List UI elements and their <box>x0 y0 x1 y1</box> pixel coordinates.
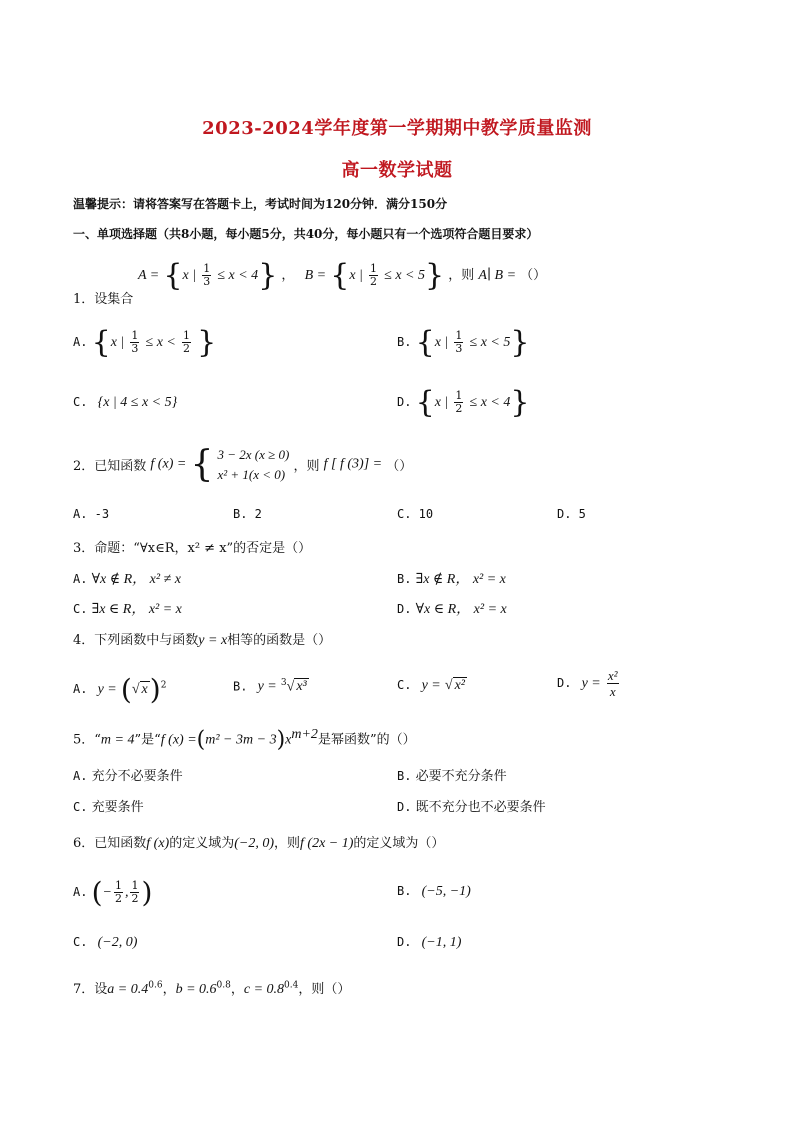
q6-stem: 6．已知函数f (x)的定义域为(−2, 0)，则f (2x − 1)的定义域为（） <box>73 836 445 851</box>
q5-option-b: B. 必要不充分条件 <box>397 769 507 784</box>
q1-option-b: B. {x | $\frac{1}{3}$ ≤ x < 5} <box>397 325 530 360</box>
q3-stem: 3．命题：“∀x∈R，x² ≠ x”的否定是（） <box>73 541 312 556</box>
q6-option-a: A. (− $\frac{1}{2}$ , $\frac{1}{2}$ ) <box>73 876 153 909</box>
q2-option-d: D. 5 <box>557 507 586 521</box>
q6-option-b: B. (−5, −1) <box>397 884 471 899</box>
q6-option-c: C. (−2, 0) <box>73 935 138 950</box>
q3-option-b: B. ∃x ∉ R， x² = x <box>397 572 506 587</box>
q4-option-c: C. y = √ x² <box>397 678 466 693</box>
q1-label: 1．设集合 <box>73 292 134 307</box>
q2-option-a: A. -3 <box>73 507 110 521</box>
q3-option-d: D. ∀x ∈ R， x² = x <box>397 602 507 617</box>
q2-option-b: B. 2 <box>233 507 262 521</box>
q1-option-d: D. {x | $\frac{1}{2}$ ≤ x < 4} <box>397 385 530 420</box>
q3-option-a: A. ∀x ∉ R， x² ≠ x <box>73 572 181 587</box>
q1-option-c: C. {x | 4 ≤ x < 5} <box>73 395 178 410</box>
q4-option-d: D. y = $\frac{\text{x²}}{x}$ <box>557 668 618 699</box>
q5-stem: 5．“m = 4”是“f $(x) =(m^2 - 3m - 3)x^{m+2}$是幂函数”的（） <box>73 727 416 753</box>
q1-set-definitions: A = {x | $\frac{1}{3}$ ≤ x < 4} ， B = {x | $\frac{1}{2}$ ≤ x < 5} ，则 A∣ B = （） <box>138 258 547 293</box>
q2-option-c: C. 10 <box>397 507 434 521</box>
q6-option-d: D. (−1, 1) <box>397 935 462 950</box>
exam-title: 2023-2024学年度第一学期期中教学质量监测 <box>202 118 592 139</box>
notice: 温馨提示：请将答案写在答题卡上，考试时间为120分钟．满分150分 <box>73 197 448 211</box>
q5-option-c: C. 充要条件 <box>73 800 144 815</box>
section-heading: 一、单项选择题（共8小题，每小题5分，共40分，每小题只有一个选项符合题目要求） <box>73 227 539 241</box>
q4-stem: 4．下列函数中与函数y = x相等的函数是（） <box>73 633 332 648</box>
q1-option-a: A. {x | $\frac{1}{3}$ ≤ x < $\frac{1}{2}$ } <box>73 325 217 360</box>
exam-subtitle: 高一数学试题 <box>341 160 453 181</box>
q4-option-a: A. y = (√ x)$^2$ <box>73 673 167 706</box>
q4-option-b: B. y = $^3$√ x³ <box>233 678 307 695</box>
q2-stem: 2．已知函数 f (x) = { 3 − 2x (x ≥ 0) x² + 1(x < 0) ，则 f [ f (3)] = （） <box>73 444 413 485</box>
q5-option-a: A. 充分不必要条件 <box>73 769 183 784</box>
q5-option-d: D. 既不充分也不必要条件 <box>397 800 546 815</box>
q3-option-c: C. ∃x ∈ R， x² = x <box>73 602 182 617</box>
q7-stem: 7．设$a = 0.4^{0.6}$，$b = 0.6^{0.8}$，$c = 0.8^{0.4}$，则（） <box>73 980 351 997</box>
